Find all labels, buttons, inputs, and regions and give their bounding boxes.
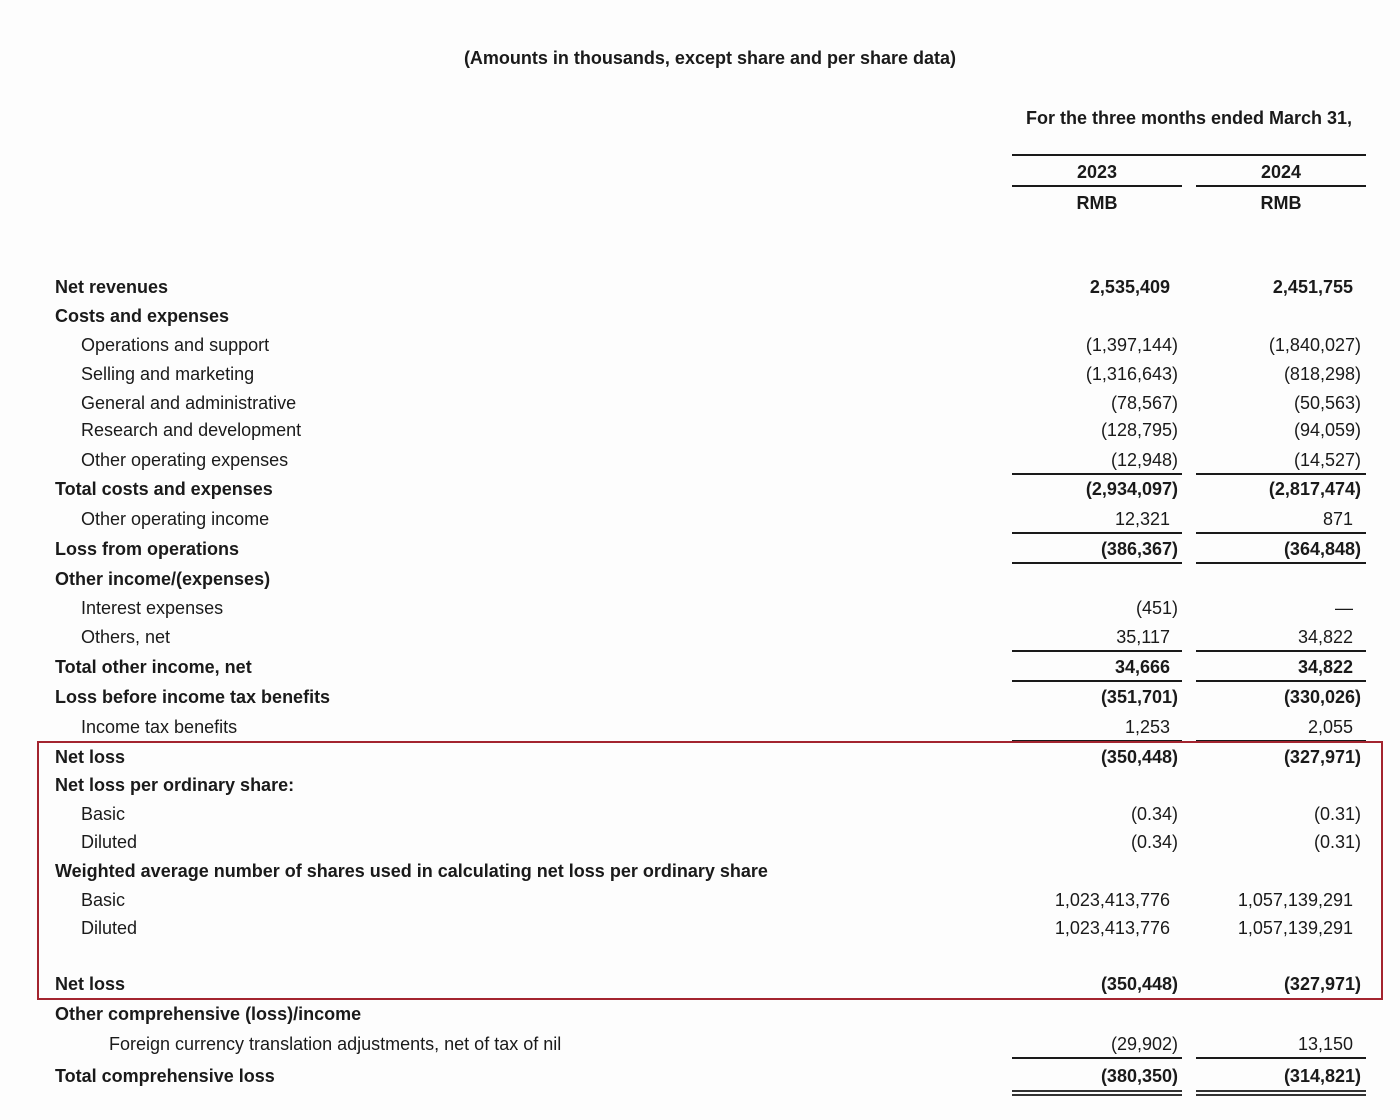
row-label: Other income/(expenses)	[55, 569, 271, 589]
table-row	[0, 687, 1400, 713]
value-2024: 13,150	[1297, 1034, 1353, 1054]
table-row	[0, 1004, 1400, 1030]
table-row	[0, 1034, 1400, 1060]
value-2023: (350,448)	[1100, 747, 1178, 767]
column-currency-2024: RMB	[1260, 193, 1302, 213]
value-2023: 12,321	[1114, 509, 1170, 529]
value-2023: (2,934,097)	[1085, 479, 1178, 499]
row-label: Foreign currency translation adjustments, net of tax of nil	[109, 1034, 562, 1054]
single-underline	[1196, 473, 1366, 475]
value-2023: 35,117	[1116, 627, 1170, 647]
value-2023: (386,367)	[1100, 539, 1178, 559]
value-2024: —	[1335, 598, 1353, 618]
value-2024: (50,563)	[1293, 393, 1361, 413]
row-label: Other operating income	[81, 509, 270, 529]
single-underline	[1196, 650, 1366, 652]
row-label: Income tax benefits	[81, 717, 238, 737]
table-row	[0, 450, 1400, 476]
single-underline	[1012, 473, 1182, 475]
value-2024: (94,059)	[1293, 420, 1361, 440]
table-row	[0, 509, 1400, 535]
row-label: Loss from operations	[55, 539, 240, 559]
table-row	[0, 1066, 1400, 1092]
double-underline	[1196, 1090, 1366, 1096]
net-loss-highlight-box	[37, 741, 1383, 1000]
value-2023: (1,397,144)	[1085, 335, 1178, 355]
table-row	[0, 479, 1400, 505]
table-row	[0, 717, 1400, 743]
value-2023: (12,948)	[1110, 450, 1178, 470]
value-2024: 1,057,139,291	[1237, 918, 1353, 938]
value-2024: (327,971)	[1283, 747, 1361, 767]
row-label: Interest expenses	[81, 598, 224, 618]
row-label: Total costs and expenses	[55, 479, 273, 499]
row-label: Others, net	[81, 627, 171, 647]
table-row	[0, 657, 1400, 683]
row-label: Diluted	[81, 918, 138, 938]
single-underline	[1196, 532, 1366, 534]
year-rule-2023	[1012, 185, 1182, 187]
value-2023: 1,023,413,776	[1054, 918, 1170, 938]
value-2023: (451)	[1135, 598, 1178, 618]
table-row	[0, 306, 1400, 332]
row-label: Net loss	[55, 747, 126, 767]
value-2024: (2,817,474)	[1268, 479, 1361, 499]
header-rule	[1012, 154, 1366, 156]
table-row	[0, 539, 1400, 565]
row-label: Diluted	[81, 832, 138, 852]
row-label: Total comprehensive loss	[55, 1066, 275, 1086]
value-2023: 34,666	[1114, 657, 1170, 677]
single-underline	[1012, 650, 1182, 652]
row-label: Total other income, net	[55, 657, 252, 677]
row-label: Loss before income tax benefits	[55, 687, 331, 707]
value-2023: (128,795)	[1100, 420, 1178, 440]
table-row	[0, 627, 1400, 653]
year-rule-2024	[1196, 185, 1366, 187]
value-2023: (0.34)	[1130, 804, 1178, 824]
single-underline	[1196, 680, 1366, 682]
row-label: Research and development	[81, 420, 302, 440]
value-2023: 1,023,413,776	[1054, 890, 1170, 910]
value-2024: (364,848)	[1283, 539, 1361, 559]
value-2023: 1,253	[1124, 717, 1170, 737]
value-2024: 34,822	[1297, 627, 1353, 647]
single-underline	[1196, 562, 1366, 564]
table-row	[0, 420, 1400, 446]
single-underline	[1012, 532, 1182, 534]
value-2023: (350,448)	[1100, 974, 1178, 994]
value-2024: (1,840,027)	[1268, 335, 1361, 355]
row-label: Net loss per ordinary share:	[55, 775, 295, 795]
table-row	[0, 569, 1400, 595]
value-2024: 1,057,139,291	[1237, 890, 1353, 910]
row-label: Net revenues	[55, 277, 169, 297]
value-2024: (314,821)	[1283, 1066, 1361, 1086]
value-2023: (380,350)	[1100, 1066, 1178, 1086]
value-2023: (0.34)	[1130, 832, 1178, 852]
table-row	[0, 335, 1400, 361]
period-header: For the three months ended March 31,	[1025, 108, 1353, 128]
value-2024: (0.31)	[1313, 832, 1361, 852]
value-2024: (0.31)	[1313, 804, 1361, 824]
value-2024: 2,055	[1307, 717, 1353, 737]
value-2024: (327,971)	[1283, 974, 1361, 994]
value-2024: 871	[1322, 509, 1353, 529]
value-2024: (14,527)	[1293, 450, 1361, 470]
row-label: Net loss	[55, 974, 126, 994]
amounts-note: (Amounts in thousands, except share and per share data)	[463, 48, 957, 68]
value-2023: (1,316,643)	[1085, 364, 1178, 384]
row-label: Basic	[81, 804, 126, 824]
value-2023: (351,701)	[1100, 687, 1178, 707]
value-2024: 2,451,755	[1272, 277, 1353, 297]
single-underline	[1012, 562, 1182, 564]
single-underline	[1012, 1057, 1182, 1059]
value-2024: (818,298)	[1283, 364, 1361, 384]
row-label: Weighted average number of shares used in calculating net loss per ordinary share	[55, 861, 768, 881]
value-2024: 34,822	[1297, 657, 1353, 677]
value-2023: (78,567)	[1110, 393, 1178, 413]
row-label: Other operating expenses	[81, 450, 289, 470]
row-label: Basic	[81, 890, 126, 910]
row-label: Selling and marketing	[81, 364, 255, 384]
table-row	[0, 393, 1400, 419]
table-row	[0, 598, 1400, 624]
double-underline	[1012, 1090, 1182, 1096]
table-row	[0, 364, 1400, 390]
row-label: Other comprehensive (loss)/income	[55, 1004, 362, 1024]
column-year-2023: 2023	[1076, 162, 1118, 182]
value-2024: (330,026)	[1283, 687, 1361, 707]
row-label: Operations and support	[81, 335, 270, 355]
row-label: General and administrative	[81, 393, 297, 413]
value-2023: 2,535,409	[1089, 277, 1170, 297]
table-row	[0, 277, 1400, 303]
value-2023: (29,902)	[1110, 1034, 1178, 1054]
single-underline	[1196, 1057, 1366, 1059]
single-underline	[1012, 680, 1182, 682]
column-currency-2023: RMB	[1076, 193, 1118, 213]
column-year-2024: 2024	[1260, 162, 1302, 182]
row-label: Costs and expenses	[55, 306, 230, 326]
